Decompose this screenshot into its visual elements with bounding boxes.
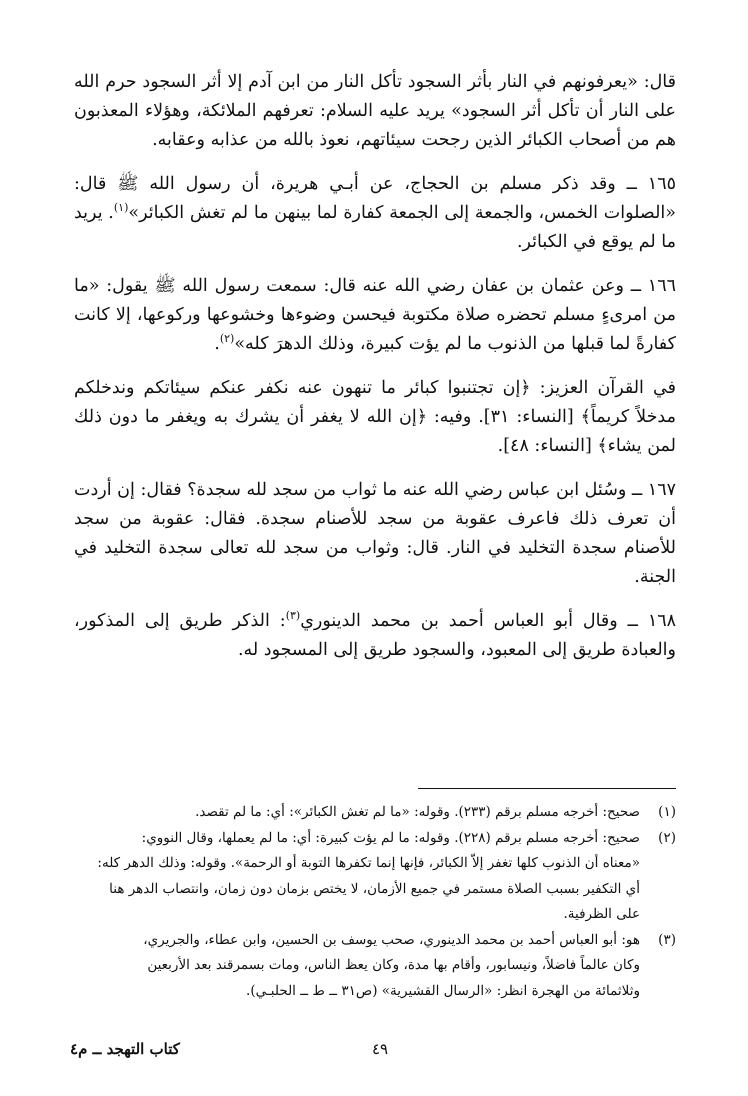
footnote-line: صحيح: أخرجه مسلم برقم (٢٢٨). وقوله: ما لم يؤت كبيرة: أي: ما لم يعملها، وقال النووي:	[141, 829, 640, 846]
main-text	[74, 68, 676, 680]
footnote-number: (٣)	[658, 931, 676, 948]
paragraph-166	[74, 272, 676, 359]
paragraph-text: : الذكر طريق إلى المذكور، والعبادة طريق إلى المعبود، والسجود طريق إلى المسجود له.	[74, 611, 676, 660]
paragraph-165	[74, 170, 676, 257]
paragraph-text: ١٦٥ ــ وقد ذكر مسلم بن الحجاج، عن أبـي هريرة، أن رسول الله ﷺ قال: «الصلوات الخمس، والجمعة إلى الجمعة كفارة لما بينهن ما لم تغش الكبائر»	[74, 174, 676, 223]
paragraph-quran	[74, 374, 676, 461]
paragraph-168	[74, 607, 676, 665]
paragraph-intro	[74, 68, 676, 155]
footnote-divider	[418, 788, 676, 789]
paragraph-text: . يريد ما لم يوقع في الكبائر.	[74, 203, 676, 252]
footnote-number: (١)	[658, 804, 676, 820]
footnote-ref[interactable]: (١)	[113, 201, 129, 215]
footnote-line: صحيح: أخرجه مسلم برقم (٢٣٣). وقوله: «ما لم تغش الكبائر»: أي: ما لم تقصد.	[195, 804, 640, 820]
footnote-3	[70, 928, 676, 1005]
paragraph-text: .	[214, 334, 220, 354]
footnote-line: هو: أبو العباس أحمد بن محمد الدينوري، صحب يوسف بن الحسين، وابن عطاء، والجريري،	[143, 931, 640, 948]
footnote-line: أي التكفير بسبب الصلاة مستمر في جميع الأزمان، لا يختص بزمان دون زمان، وانتصاب الدهر هنا	[109, 880, 640, 897]
footnote-number: (٢)	[658, 829, 676, 846]
footnote-ref[interactable]: (٣)	[285, 609, 301, 623]
page-footer	[70, 1040, 676, 1064]
paragraph-text: في القرآن العزيز: ﴿إن تجتنبوا كبائر ما تنهون عنه نكفر عنكم سيئاتكم وندخلكم مدخلاً كريماً﴾ [النساء: ٣١]. وفيه: ﴿إن الله لا يغفر أن يشرك به ويغفر ما دون ذلك لمن يشاء﴾ [النساء: ٤٨].	[74, 378, 676, 456]
footnotes	[70, 800, 676, 1004]
footnote-text	[70, 800, 640, 826]
paragraph-text: ١٦٧ ــ وسُئل ابن عباس رضي الله عنه ما ثواب من سجد لله سجدة؟ فقال: إن أردت أن تعرف ذلك فاعرف عقوبة من سجد للأصنام سجدة. فقال: عقوبة من سجد للأصنام سجدة التخليد في النار. قال: وثواب من سجد لله تعالى سجدة التخليد في الجنة.	[74, 480, 676, 587]
footnote-2	[70, 826, 676, 928]
footnote-text	[70, 826, 640, 928]
page-number: ٤٩	[371, 1040, 389, 1058]
paragraph-167	[74, 476, 676, 592]
running-title: كتاب التهجد ــ م٤	[70, 1040, 180, 1058]
footnote-text	[70, 928, 640, 1005]
footnote-line: وثلاثمائة من الهجرة انظر: «الرسال القشيرية» (ص٣١ ــ ط ــ الحلبـي).	[246, 982, 640, 999]
paragraph-text: ١٦٦ ــ وعن عثمان بن عفان رضي الله عنه قال: سمعت رسول الله ﷺ يقول: «ما من امرىءٍ مسلم تحضره صلاة مكتوبة فيحسن وضوءها وخشوعها وركوعها، إلا كانت كفارةً لما قبلها من الذنوب ما لم يؤت كبيرة، وذلك الدهرَ كله»	[74, 276, 676, 354]
footnote-line: «معناه أن الذنوب كلها تغفر إلاّ الكبائر، فإنها إنما تكفرها التوبة أو الرحمة». وقوله: وذلك الدهر كله:	[97, 855, 640, 871]
footnote-line: على الظرفية.	[563, 906, 640, 922]
footnote-ref[interactable]: (٢)	[219, 332, 235, 346]
footnote-line: وكان عالماً فاضلاً، ونيسابور، وأقام بها مدة، وكان يعظ الناس، ومات بسمرقند بعد الأربعين	[147, 957, 640, 973]
footnote-1	[70, 800, 676, 826]
paragraph-text: قال: «يعرفونهم في النار بأثر السجود تأكل النار من ابن آدم إلا أثر السجود حرم الله على النار أن تأكل أثر السجود» يريد عليه السلام: تعرفهم الملائكة، وهؤلاء المعذبون هم من أصحاب الكبائر الذين رجحت سيئاتهم، نعوذ بالله من عذابه وعقابه.	[74, 72, 676, 150]
paragraph-text: ١٦٨ ــ وقال أبو العباس أحمد بن محمد الدينوري	[300, 611, 677, 631]
